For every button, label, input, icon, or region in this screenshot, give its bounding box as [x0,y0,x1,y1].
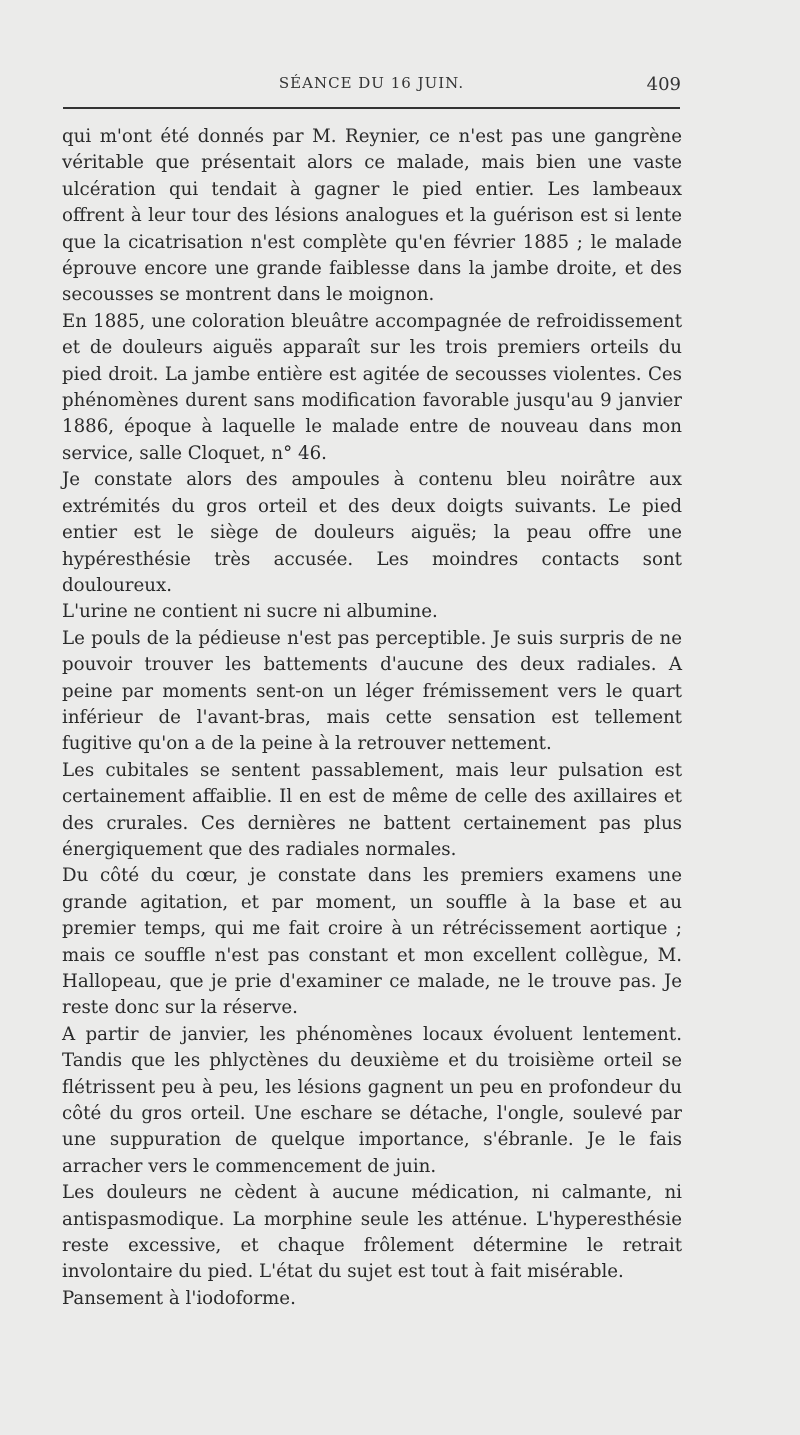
running-head: SÉANCE DU 16 JUIN. [278,74,465,92]
paragraph: Le pouls de la pédieuse n'est pas perceptible. Je suis surpris de ne pouvoir trouver les battements d'aucune des deux radiales. A peine par moments sent-on un léger frémissement vers le quart inférieur de l'avant-bras, mais cette sensation est tellement fugitive qu'on a de la peine à la retrouver nettement. [62,627,682,755]
paragraph: Les cubitales se sentent passablement, mais leur pulsation est certainement affaiblie. Il en est de même de celle des axillaires et des crurales. Ces dernières ne battent certainement pas plus énergiquement que des radiales normales. [62,759,682,860]
page-number: 409 [646,74,681,95]
paragraph: qui m'ont été donnés par M. Reynier, ce n'est pas une gangrène véritable que présentait alors ce malade, mais bien une vaste ulcération qui tendait à gagner le pied entier. Les lambeaux offrent à leur tour des lésions analogues et la guérison est si lente que la cicatrisation n'est complète qu'en février 1885 ; le malade éprouve encore une grande faiblesse dans la jambe droite, et des secousses se montrent dans le moignon. [62,126,682,306]
paragraph: Les douleurs ne cèdent à aucune médication, ni calmante, ni antispasmodique. La morphine seule les atténue. L'hyperesthésie reste excessive, et chaque frôlement détermine le retrait involontaire du pied. L'état du sujet est tout à fait misérable. [62,1182,682,1283]
paragraph: Je constate alors des ampoules à contenu bleu noirâtre aux extrémités du gros orteil et des deux doigts suivants. Le pied entier est le siège de douleurs aiguës; la peau offre une hypéresthésie très accusée. Les moindres contacts sont douloureux. [62,469,682,596]
paragraph: Du côté du cœur, je constate dans les premiers examens une grande agitation, et par moment, un souffle à la base et au premier temps, qui me fait croire à un rétrécissement aortique ; mais ce souffle n'est pas constant et mon excellent collègue, M. Hallopeau, que je prie d'examiner ce malade, ne le trouve pas. Je reste donc sur la réserve. [62,865,682,1019]
header-rule [63,107,680,109]
paragraph: A partir de janvier, les phénomènes locaux évoluent lentement. Tandis que les phlyctènes du deuxième et du troisième orteil se flétrissent peu à peu, les lésions gagnent un peu en profondeur du côté du gros orteil. Une eschare se détache, l'ongle, soulevé par une suppuration de quelque importance, s'ébranle. Je le fais arracher vers le commencement de juin. [62,1023,682,1177]
body-text [62,124,682,1312]
paragraph: Pansement à l'iodoforme. [62,1287,296,1309]
paragraph: L'urine ne contient ni sucre ni albumine. [62,601,438,623]
page-header [62,74,681,98]
paragraph: En 1885, une coloration bleuâtre accompagnée de refroidissement et de douleurs aiguës apparaît sur les trois premiers orteils du pied droit. La jambe entière est agitée de secousses violentes. Ces phénomènes durent sans modification favorable jusqu'au 9 janvier 1886, époque à laquelle le malade entre de nouveau dans mon service, salle Cloquet, n° 46. [62,310,682,464]
